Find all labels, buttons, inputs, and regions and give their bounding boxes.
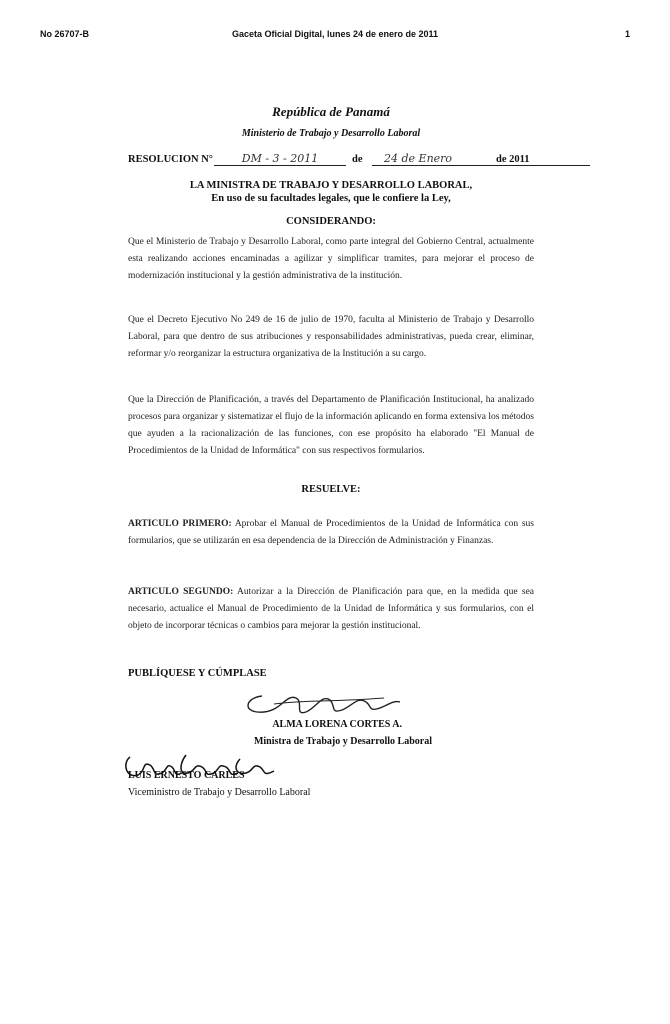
article-2-label: ARTICULO SEGUNDO: bbox=[128, 586, 234, 597]
ministry-heading: Ministerio de Trabajo y Desarrollo Laboral bbox=[241, 128, 421, 139]
article-1-text: Aprobar el Manual de Procedimientos de la Unidad de Informática con sus formularios, que se utilizarán en esa dependencia de la Dirección de Administración y Finanzas. bbox=[128, 518, 534, 546]
resolution-number: DM - 3 - 2011 bbox=[214, 152, 346, 166]
article-2-text: Autorizar a la Dirección de Planificación para que, en la medida que sea necesario, actualice el Manual de Procedimiento de la Unidad de Informática y sus formularios, con el objeto de incorporar técnicas o cambios para mejorar la gestión institucional. bbox=[128, 586, 535, 631]
article-2 bbox=[128, 584, 534, 635]
considering-paragraph-3: Que la Dirección de Planificación, a través del Departamento de Planificación Institucional, ha analizado procesos para organizar y sistematizar el flujo de la información aplicando en forma extensiva los métodos que ayuden a la racionalización de las funciones, con ese propósito ha elaborado "El Manual de Procedimientos de la Unidad de Informática" con sus respectivos formularios. bbox=[128, 394, 534, 456]
minister-signature bbox=[234, 688, 404, 718]
gazette-number: No 26707-B bbox=[40, 29, 90, 39]
vice-minister-name: LUIS ERNESTO CARLES bbox=[128, 770, 245, 781]
considering-paragraph-1: Que el Ministerio de Trabajo y Desarrollo Laboral, como parte integral del Gobierno Central, actualmente esta realizando acciones encaminadas a agilizar y simplificar tramites, para mejorar el proceso de modernización institucional y la gestión administrativa de la institución. bbox=[128, 236, 534, 281]
page-number: 1 bbox=[624, 29, 630, 39]
article-1 bbox=[128, 516, 534, 550]
powers-line: En uso de su facultades legales, que le confiere la Ley, bbox=[211, 193, 451, 204]
publish-line: PUBLÍQUESE Y CÚMPLASE bbox=[128, 668, 267, 679]
article-1-label: ARTICULO PRIMERO: bbox=[128, 518, 232, 529]
resolution-label: RESOLUCION N° bbox=[128, 154, 214, 165]
considering-title: CONSIDERANDO: bbox=[286, 216, 376, 227]
resolution-line bbox=[128, 152, 534, 168]
resolution-date: 24 de Enero bbox=[372, 152, 590, 166]
gazette-title: Gaceta Oficial Digital, lunes 24 de enero de 2011 bbox=[231, 29, 439, 39]
resolves-title: RESUELVE: bbox=[301, 484, 361, 495]
republic-heading: República de Panamá bbox=[272, 104, 390, 119]
considering-paragraph-2: Que el Decreto Ejecutivo No 249 de 16 de julio de 1970, faculta al Ministerio de Trabajo y Desarrollo Laboral, para que dentro de sus atribuciones y responsabilidades administrativas, pueda crear, eliminar, reformar y/o reorganizar la estructura organizativa de la Institución a su cargo. bbox=[128, 314, 534, 359]
vice-minister-title: Viceministro de Trabajo y Desarrollo Laboral bbox=[128, 787, 311, 798]
minister-name: ALMA LORENA CORTES A. bbox=[272, 719, 402, 730]
minister-title: Ministra de Trabajo y Desarrollo Laboral bbox=[253, 736, 432, 747]
minister-heading: LA MINISTRA DE TRABAJO Y DESARROLLO LABORAL, bbox=[189, 180, 473, 191]
resolution-year: de 2011 bbox=[496, 154, 530, 165]
resolution-de: de bbox=[352, 154, 363, 165]
